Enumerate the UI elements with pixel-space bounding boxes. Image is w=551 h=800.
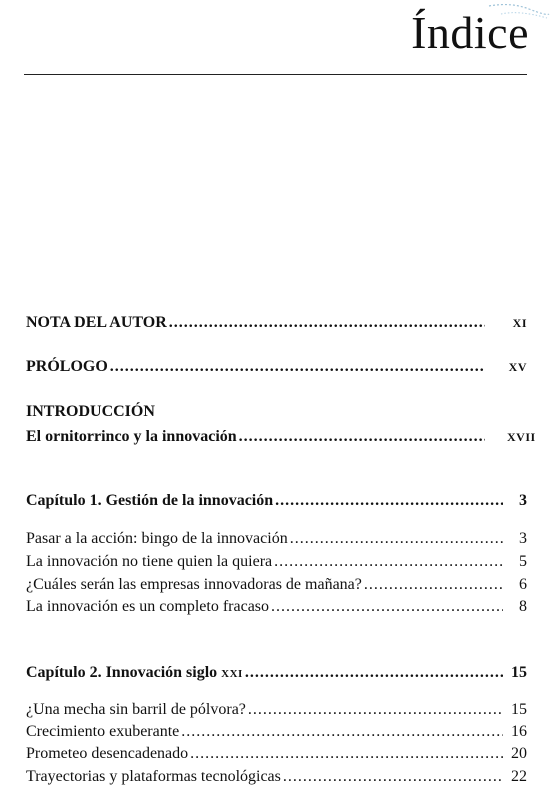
- toc-entry-page: XI: [512, 316, 527, 330]
- chapter-title-century: XXI: [221, 668, 243, 680]
- dot-leader: [110, 357, 485, 377]
- toc-entry-prologue[interactable]: [26, 357, 527, 377]
- toc-entry-page: 3: [519, 492, 527, 509]
- dot-leader: [274, 552, 503, 572]
- dot-leader: [275, 491, 503, 511]
- toc-entry-title: ¿Una mecha sin barril de pólvora?: [26, 701, 246, 718]
- toc-entry-page: 22: [511, 768, 527, 785]
- toc-entry-title: NOTA DEL AUTOR: [26, 314, 167, 331]
- dot-leader: [245, 663, 503, 683]
- toc-entry-page: 15: [511, 701, 527, 718]
- dot-leader: [283, 767, 503, 787]
- toc-entry-page: 15: [511, 664, 527, 681]
- toc-entry-section[interactable]: [26, 744, 527, 764]
- toc-entry-title: Trayectorias y plataformas tecnológicas: [26, 768, 281, 785]
- toc-entry-section[interactable]: [26, 575, 527, 595]
- chapter-title-text: Capítulo 2. Innovación siglo: [26, 664, 222, 681]
- toc-entry-title: Prometeo desencadenado: [26, 745, 189, 762]
- toc-entry-section[interactable]: [26, 722, 527, 742]
- toc-entry-section[interactable]: [26, 529, 527, 549]
- toc-entry-page: 8: [519, 598, 527, 615]
- toc-entry-section[interactable]: [26, 597, 527, 617]
- toc-entry-title: Pasar a la acción: bingo de la innovación: [26, 530, 288, 547]
- dot-leader: [181, 722, 503, 742]
- toc-entry-page: 5: [519, 553, 527, 570]
- toc-entry-page: 6: [519, 576, 527, 593]
- toc-entry-title: [26, 663, 243, 684]
- toc-entry-section[interactable]: [26, 552, 527, 572]
- toc-entry-page: XV: [508, 360, 527, 374]
- toc-entry-chapter-1[interactable]: [26, 491, 527, 511]
- toc-entry-title: Capítulo 1. Gestión de la innovación: [26, 492, 274, 509]
- title-rule: [24, 74, 527, 75]
- toc-entry-section[interactable]: [26, 767, 527, 787]
- toc-entry-page: 16: [511, 723, 527, 740]
- toc-entry-page: XVII: [507, 430, 536, 444]
- toc-entry-title: El ornitorrinco y la innovación: [26, 428, 237, 445]
- dot-leader: [248, 700, 503, 720]
- dot-leader: [271, 597, 503, 617]
- page-title: Índice: [411, 7, 529, 58]
- dot-leader: [290, 529, 503, 549]
- toc-entry-title: PRÓLOGO: [26, 358, 108, 375]
- dot-leader: [190, 744, 503, 764]
- dot-leader: [239, 427, 485, 447]
- toc-entry-title: La innovación no tiene quien la quiera: [26, 553, 273, 570]
- toc-entry-section[interactable]: [26, 700, 527, 720]
- toc-entry-chapter-2[interactable]: [26, 663, 527, 684]
- toc-entry-introduction[interactable]: [26, 427, 536, 447]
- dot-leader: [169, 313, 485, 333]
- introduction-heading: INTRODUCCIÓN: [26, 403, 155, 420]
- toc-entry-page: 20: [511, 745, 527, 762]
- dot-leader: [364, 575, 503, 595]
- toc-entry-author-note[interactable]: [26, 313, 527, 333]
- toc-entry-title: ¿Cuáles serán las empresas innovadoras de mañana?: [26, 576, 362, 593]
- toc-entry-title: Crecimiento exuberante: [26, 723, 180, 740]
- toc-entry-page: 3: [519, 530, 527, 547]
- toc-entry-title: La innovación es un completo fracaso: [26, 598, 270, 615]
